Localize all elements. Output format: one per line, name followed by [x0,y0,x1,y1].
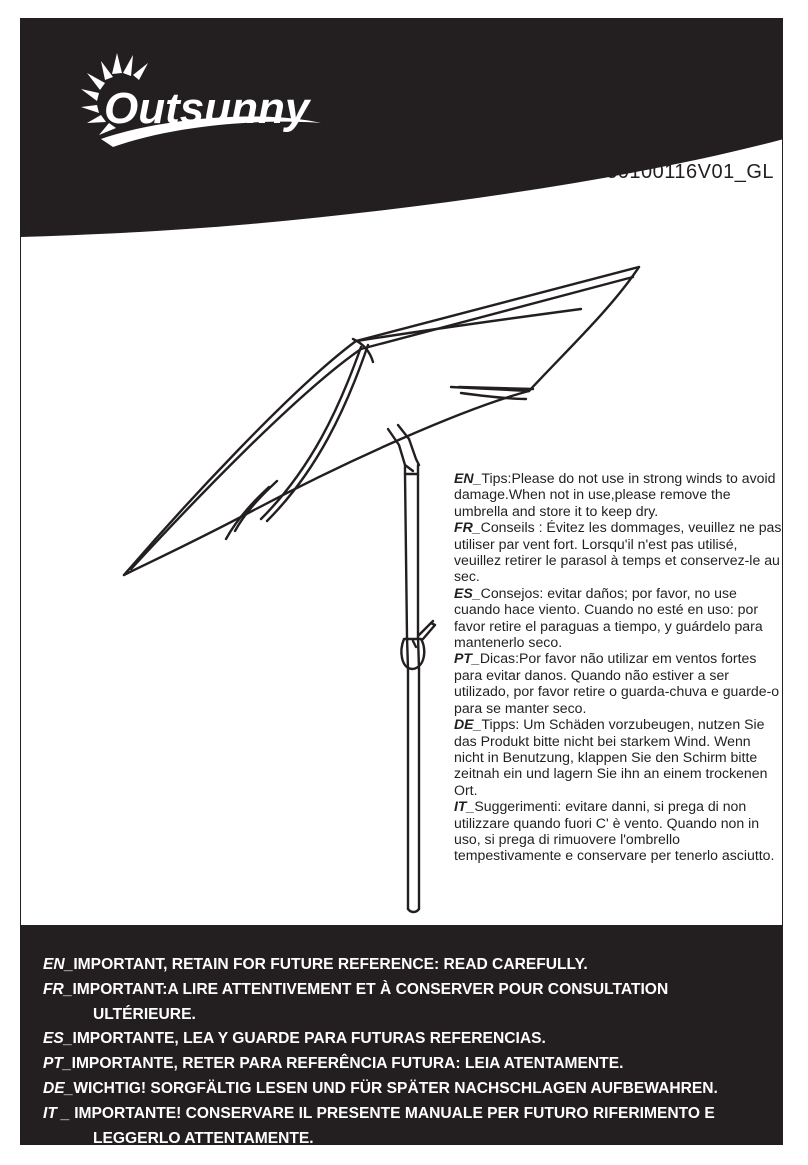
important-notice-footer [21,925,783,1145]
notice-it: IT _ IMPORTANTE! CONSERVARE IL PRESENTE MANUALE PER FUTURO RIFERIMENTO E [43,1104,715,1122]
tip-it: IT_Suggerimenti: evitare danni, si prega di non utilizzare quando fuori C' è vento. Quando non in uso, si prega di rimuovere l'ombrello tempestivamente e conservare per tenerlo asciutto. [454,798,775,864]
notice-fr-continued: ULTÉRIEURE. [93,1005,196,1023]
document-code: IN230100116V01_GL [573,161,774,183]
header-band [21,19,783,259]
tips-section [454,470,783,864]
tip-pt: PT_Dicas:Por favor não utilizar em ventos fortes para evitar danos. Quando não estiver a ser utilizado, por favor retire o guarda-chuva e guarde-o para se manter seco. [454,650,780,716]
manual-cover [20,18,783,1145]
tip-es: ES_Consejos: evitar daños; por favor, no use cuando hace viento. Cuando no esté en uso: por favor retire el paraguas a tiempo, y guárdelo para mantenerlo seco. [454,584,763,651]
notice-de: DE_WICHTIG! SORGFÄLTIG LESEN UND FÜR SPÄTER NACHSCHLAGEN AUFBEWAHREN. [43,1079,718,1097]
brand-name: Outsunny [104,84,310,133]
notice-pt: PT_IMPORTANTE, RETER PARA REFERÊNCIA FUTURA: LEIA ATENTAMENTE. [43,1055,624,1073]
tip-fr: FR_Conseils : Évitez les dommages, veuillez ne pas utiliser par vent fort. Lorsqu'il n'est pas utilisé, veuillez retirer le parasol à temps et conservez-le au sec. [454,519,782,585]
notice-en: EN_IMPORTANT, RETAIN FOR FUTURE REFERENCE: READ CAREFULLY. [43,956,588,973]
notice-it-continued: LEGGERLO ATTENTAMENTE. [93,1129,314,1145]
notice-es: ES_IMPORTANTE, LEA Y GUARDE PARA FUTURAS REFERENCIAS. [43,1030,546,1048]
notice-fr: FR_IMPORTANT:A LIRE ATTENTIVEMENT ET À CONSERVER POUR CONSULTATION [43,980,669,998]
tip-de: DE_Tipps: Um Schäden vorzubeugen, nutzen Sie das Produkt bitte nicht bei starkem Wind. Wenn nicht in Benutzung, klappen Sie den Schirm bitte zeitnah ein und lagern Sie ihn an einem trockenen Ort. [454,716,768,798]
header-background [21,19,783,259]
tip-en: EN_Tips:Please do not use in strong winds to avoid damage.When not in use,please remove the umbrella and store it to keep dry. [454,470,776,519]
